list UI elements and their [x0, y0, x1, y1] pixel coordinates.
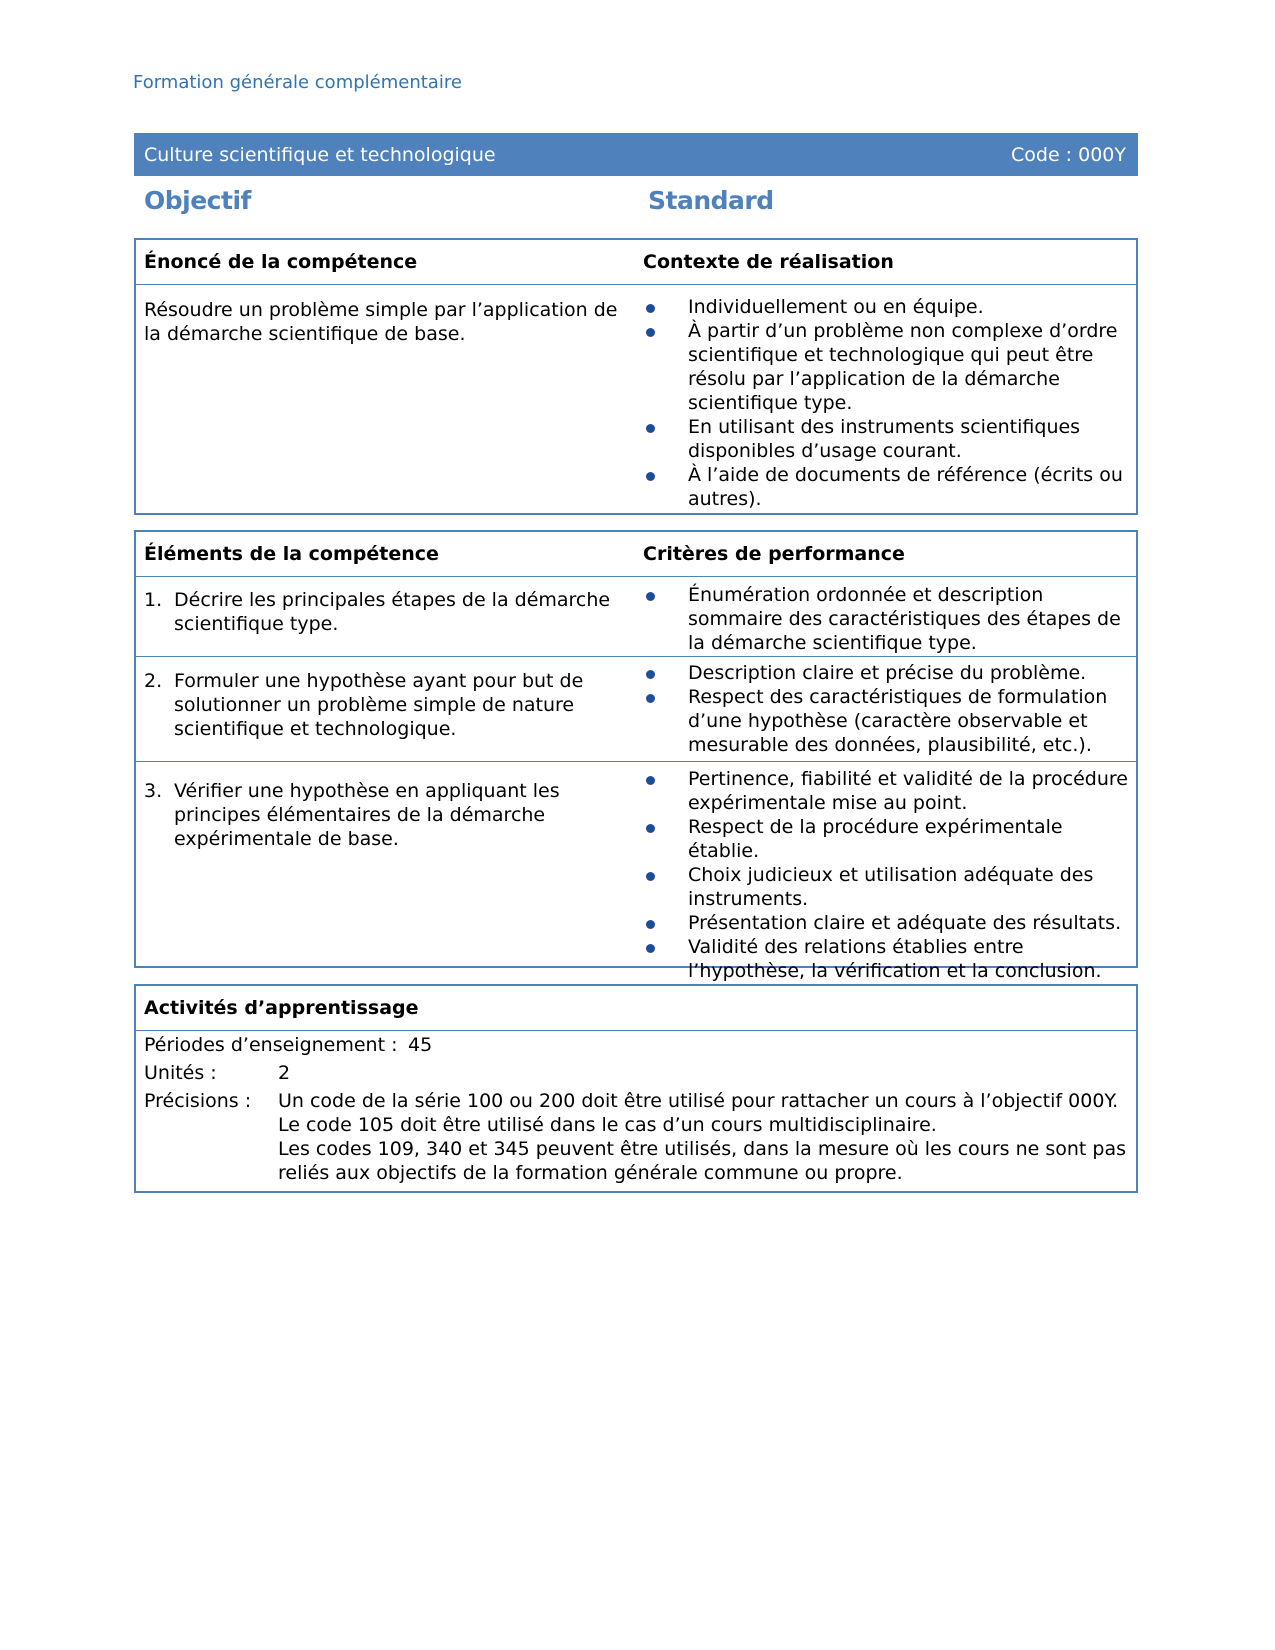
list-item: Validité des relations établies entre l’hypothèse, la vérification et la conclusion.: [643, 935, 1132, 983]
course-title: Culture scientifique et technologique: [144, 143, 496, 166]
table-row: [136, 761, 1136, 982]
box-header-row: [136, 986, 1136, 1030]
elements-header: Éléments de la compétence: [144, 543, 439, 565]
element-cell: [136, 577, 636, 656]
criteria-cell: [636, 762, 1136, 982]
criteria-cell: [636, 657, 1136, 761]
box-header-row: [136, 240, 1136, 284]
competence-statement-box: [134, 238, 1138, 515]
periods-value: 45: [408, 1034, 433, 1056]
learning-activities-box: [134, 984, 1138, 1193]
list-item: En utilisant des instruments scientifiques disponibles d’usage courant.: [643, 415, 1132, 463]
criteria-header: Critères de performance: [643, 543, 905, 565]
list-item: Description claire et précise du problème.: [643, 661, 1132, 685]
table-row: [136, 656, 1136, 761]
list-item: Énumération ordonnée et description sommaire des caractéristiques des étapes de la démarche scientifique type.: [643, 583, 1132, 655]
precision-text: Le code 105 doit être utilisé dans le cas d’un cours multidisciplinaire.: [278, 1114, 937, 1136]
precisions-label: Précisions :: [144, 1090, 252, 1112]
units-line: [144, 1061, 1128, 1085]
precision-text: Un code de la série 100 ou 200 doit être utilisé pour rattacher un cours à l’objectif 000Y.: [278, 1090, 1119, 1112]
precisions-line: [144, 1089, 1128, 1185]
list-item: Présentation claire et adéquate des résultats.: [643, 911, 1132, 935]
units-label: Unités :: [144, 1062, 217, 1084]
element-text: Décrire les principales étapes de la démarche scientifique type.: [174, 589, 611, 635]
context-cell: [636, 286, 1136, 511]
list-item: À l’aide de documents de référence (écrits ou autres).: [643, 463, 1132, 511]
statement-row: [136, 284, 1136, 513]
objectif-heading: Objectif: [144, 186, 251, 215]
box-header-row: [136, 532, 1136, 576]
element-number: 3.: [144, 780, 163, 802]
running-header: Formation générale complémentaire: [133, 72, 462, 93]
element-number: 2.: [144, 670, 163, 692]
standard-heading: Standard: [648, 186, 774, 215]
course-code: Code : 000Y: [1011, 143, 1126, 166]
element-text: Vérifier une hypothèse en appliquant les principes élémentaires de la démarche expérimentale de base.: [174, 780, 560, 850]
competence-statement: Résoudre un problème simple par l’application de la démarche scientifique de base.: [144, 299, 618, 345]
element-cell: [136, 657, 636, 761]
element-text: Formuler une hypothèse ayant pour but de solutionner un problème simple de nature scientifique et technologique.: [174, 670, 584, 740]
periods-line: [144, 1033, 1128, 1057]
list-item: Pertinence, fiabilité et validité de la procédure expérimentale mise au point.: [643, 767, 1132, 815]
statement-header: Énoncé de la compétence: [144, 251, 418, 273]
activities-content: [136, 1030, 1136, 1191]
criteria-cell: [636, 577, 1136, 656]
units-value: 2: [278, 1062, 291, 1084]
context-list: [643, 295, 1132, 511]
competence-elements-box: [134, 530, 1138, 982]
list-item: Respect des caractéristiques de formulation d’une hypothèse (caractère observable et mesurable des données, plausibilité, etc.).: [643, 685, 1132, 757]
table-row: [136, 576, 1136, 656]
context-header: Contexte de réalisation: [643, 251, 894, 273]
list-item: Choix judicieux et utilisation adéquate des instruments.: [643, 863, 1132, 911]
title-bar: [134, 133, 1138, 176]
activities-header: Activités d’apprentissage: [144, 997, 419, 1019]
element-number: 1.: [144, 589, 163, 611]
list-item: Respect de la procédure expérimentale établie.: [643, 815, 1132, 863]
precision-text: Les codes 109, 340 et 345 peuvent être utilisés, dans la mesure où les cours ne sont pas reliés aux objectifs de la formation générale commune ou propre.: [278, 1138, 1126, 1184]
list-item: À partir d’un problème non complexe d’ordre scientifique et technologique qui peut être résolu par l’application de la démarche scientifique type.: [643, 319, 1132, 415]
element-cell: [136, 762, 636, 966]
periods-label: Périodes d’enseignement :: [144, 1034, 398, 1056]
list-item: Individuellement ou en équipe.: [643, 295, 1132, 319]
